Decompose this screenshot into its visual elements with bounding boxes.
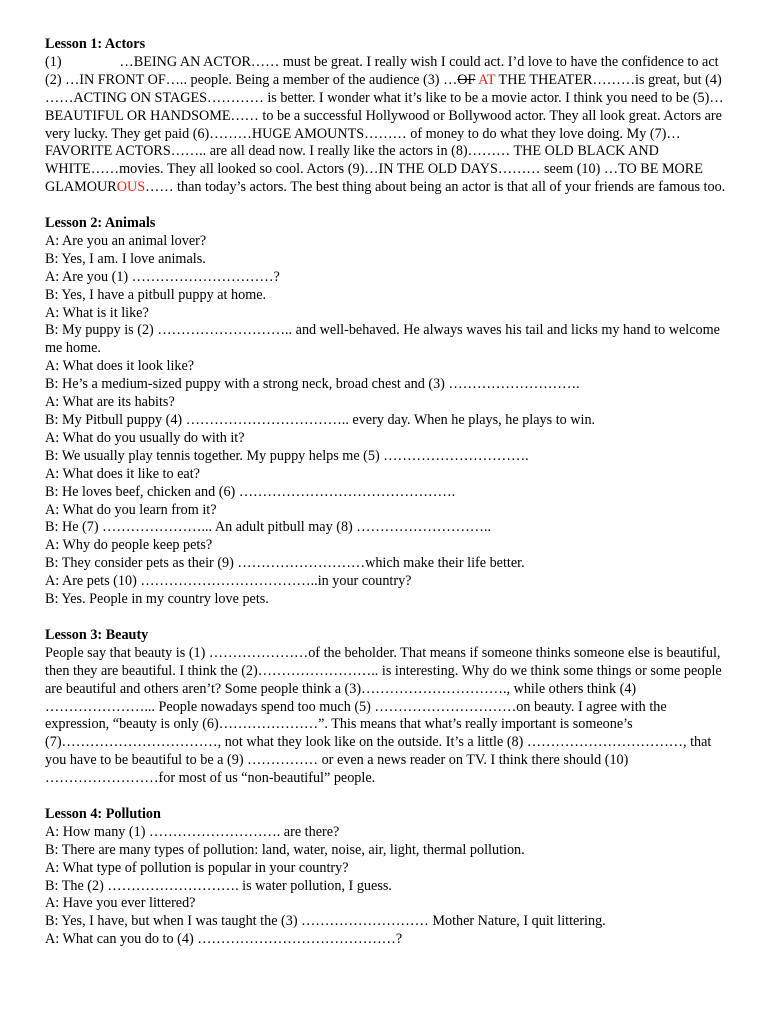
dialogue-line: B: My puppy is (2) ……………………….. and well-behaved. He always waves his tail and licks my hand to welcome me home. [45, 322, 720, 357]
lesson-4 [45, 806, 731, 949]
text-run: THE THEATER………is great, but (4) ……ACTING ON STAGES………… is better. I wonder what it’s like to be a movie actor. I think you need to be (5)…BEAUTIFUL OR HANDSOME…… to be a successful Hollywood or Bollywood actor. They all look great. Actors are very lucky. They get paid (6)………HUGE AMOUNTS……… of money to do what they love doing. My (7)…FAVORITE ACTORS…….. are all dead now. I really like the actors in (8)……… THE OLD BLACK AND WHITE……movies. They all looked so cool. Actors (9)…IN THE OLD DAYS……… seem (10) …TO BE MORE GLAMOUR [45, 71, 724, 196]
dialogue-line: B: We usually play tennis together. My puppy helps me (5) …………………………. [45, 447, 529, 464]
dialogue-line: A: What does it like to eat? [45, 465, 200, 482]
dialogue-line: A: What does it look like? [45, 358, 195, 375]
lesson-1 [45, 36, 731, 197]
item-number: (1) [45, 53, 62, 70]
lesson-3 [45, 627, 731, 788]
lesson-4-title: Lesson 4: Pollution [45, 805, 161, 822]
dialogue-line: B: Yes, I am. I love animals. [45, 250, 206, 267]
struck-word: OF [457, 71, 476, 88]
dialogue-line: B: Yes, I have, but when I was taught the (3) ……………………… Mother Nature, I quit littering. [45, 913, 606, 930]
dialogue-line: B: Yes, I have a pitbull puppy at home. [45, 286, 267, 303]
lesson-1-paragraph [45, 54, 731, 197]
lesson-3-paragraph: People say that beauty is (1) …………………of the beholder. That means if someone thinks someone else is beautiful, then they are beautiful. I think the (2)…………………….. is interesting. Why do we think some things or some people are beautiful and others aren’t? Some people think a (3)…………………………., while others think (4) …………………... People nowadays spend too much (5) …………………………on beauty. I agree with the expression, “beauty is only (6)…………………”. This means that what’s really important is someone’s (7)……………………………, not what they look like on the outside. It’s a little (8) ……………………………, that you have to be beautiful to be a (9) …………… or even a news reader on TV. I think there should (10) ……………………for most of us “non-beautiful” people. [45, 644, 722, 787]
dialogue-line: B: The (2) ………………………. is water pollution, I guess. [45, 877, 392, 894]
document-page [45, 36, 731, 967]
dialogue-line: A: What type of pollution is popular in your country? [45, 859, 349, 876]
dialogue-line: A: Are pets (10) ………………………………..in your country? [45, 573, 412, 590]
lesson-2 [45, 215, 731, 609]
dialogue-line: A: Have you ever littered? [45, 895, 196, 912]
text-run: …BEING AN ACTOR…… must be great. I really wish I could act. I’d love to have the confidence to act (2) …IN FRONT OF….. people. Being a member of the audience (3) … [45, 53, 719, 88]
lesson-2-title: Lesson 2: Animals [45, 215, 156, 232]
lesson-1-title: Lesson 1: Actors [45, 36, 146, 52]
dialogue-line: A: What can you do to (4) ……………………………………? [45, 931, 403, 948]
dialogue-line: A: What is it like? [45, 304, 149, 321]
lesson-3-title: Lesson 3: Beauty [45, 626, 149, 643]
dialogue-line: B: He’s a medium-sized puppy with a strong neck, broad chest and (3) ………………………. [45, 376, 580, 393]
dialogue-line: B: He (7) …………………... An adult pitbull may (8) ……………………….. [45, 519, 492, 536]
dialogue-line: A: What are its habits? [45, 394, 175, 411]
dialogue-line: B: He loves beef, chicken and (6) ………………………………………. [45, 483, 456, 500]
dialogue-line: B: They consider pets as their (9) ………………………which make their life better. [45, 555, 525, 572]
dialogue-line: A: Are you (1) …………………………? [45, 268, 280, 285]
dialogue-line: B: My Pitbull puppy (4) …………………………….. every day. When he plays, he plays to win. [45, 412, 596, 429]
red-correction-at: AT [475, 71, 496, 88]
dialogue-line: A: Why do people keep pets? [45, 537, 213, 554]
dialogue-line: B: There are many types of pollution: land, water, noise, air, light, thermal pollution. [45, 841, 525, 858]
dialogue-line: A: What do you usually do with it? [45, 429, 245, 446]
dialogue-line: A: What do you learn from it? [45, 501, 217, 518]
dialogue-line: B: Yes. People in my country love pets. [45, 591, 269, 608]
dialogue-line: A: Are you an animal lover? [45, 232, 207, 249]
red-correction-ous: OUS [116, 179, 146, 196]
dialogue-line: A: How many (1) ………………………. are there? [45, 823, 340, 840]
text-run: …… than today’s actors. The best thing about being an actor is that all of your friends are famous too. [145, 179, 726, 196]
